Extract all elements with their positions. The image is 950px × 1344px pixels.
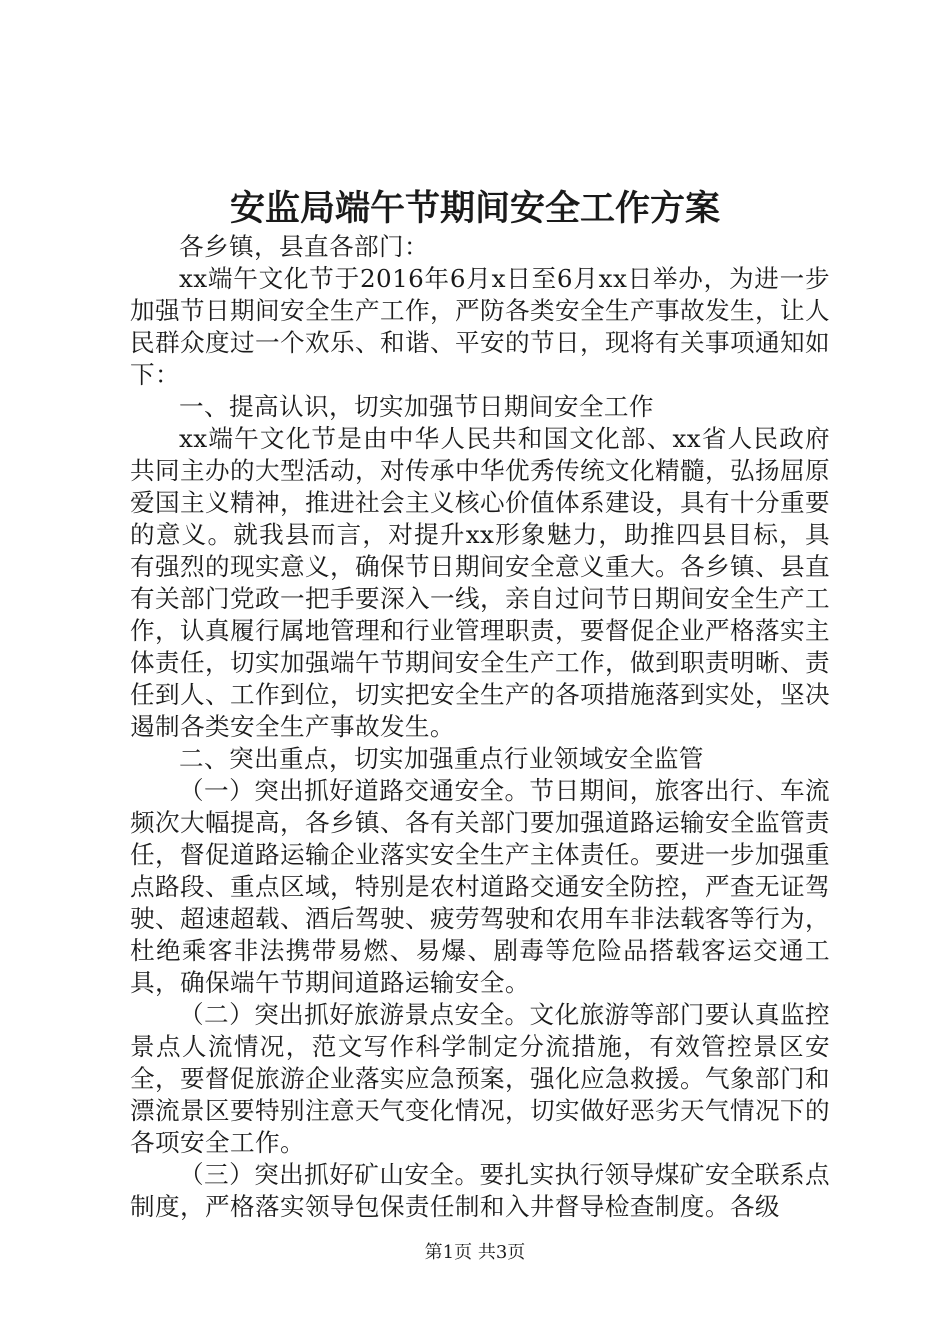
salutation: 各乡镇，县直各部门： (179, 232, 429, 261)
intro-paragraph: xx端午文化节于2016年6月x日至6月xx日举办，为进一步加强节日期间安全生产工作，严防各类安全生产事故发生，让人民群众度过一个欢乐、和谐、平安的节日，现将有关事项通知如下： (130, 264, 830, 389)
subsection-2-paragraph: （二）突出抓好旅游景点安全。文化旅游等部门要认真监控景点人流情况，范文写作科学制定分流措施，有效管控景区安全，要督促旅游企业落实应急预案，强化应急救援。气象部门和漂流景区要特别注意天气变化情况，切实做好恶劣天气情况下的各项安全工作。 (130, 1000, 830, 1157)
section-heading-1: 一、提高认识，切实加强节日期间安全工作 (179, 392, 654, 421)
section-heading-2: 二、突出重点，切实加强重点行业领域安全监管 (179, 744, 704, 773)
document-title: 安监局端午节期间安全工作方案 (229, 188, 720, 229)
section-1-paragraph: xx端午文化节是由中华人民共和国文化部、xx省人民政府共同主办的大型活动，对传承中华优秀传统文化精髓，弘扬屈原爱国主义精神，推进社会主义核心价值体系建设，具有十分重要的意义。就我县而言，对提升xx形象魅力，助推四县目标，具有强烈的现实意义，确保节日期间安全意义重大。各乡镇、县直有关部门党政一把手要深入一线，亲自过问节日期间安全生产工作，认真履行属地管理和行业管理职责，要督促企业严格落实主体责任，切实加强端午节期间安全生产工作，做到职责明晰、责任到人、工作到位，切实把安全生产的各项措施落到实处，坚决遏制各类安全生产事故发生。 (130, 424, 830, 741)
document-body (130, 231, 830, 1223)
subsection-3-paragraph: （三）突出抓好矿山安全。要扎实执行领导煤矿安全联系点制度，严格落实领导包保责任制和入井督导检查制度。各级 (130, 1160, 830, 1221)
page-number: 第1页 共3页 (424, 1242, 526, 1263)
subsection-1-paragraph: （一）突出抓好道路交通安全。节日期间，旅客出行、车流频次大幅提高，各乡镇、各有关部门要加强道路运输安全监管责任，督促道路运输企业落实安全生产主体责任。要进一步加强重点路段、重点区域，特别是农村道路交通安全防控，严查无证驾驶、超速超载、酒后驾驶、疲劳驾驶和农用车非法载客等行为，杜绝乘客非法携带易燃、易爆、剧毒等危险品搭载客运交通工具，确保端午节期间道路运输安全。 (130, 776, 830, 997)
